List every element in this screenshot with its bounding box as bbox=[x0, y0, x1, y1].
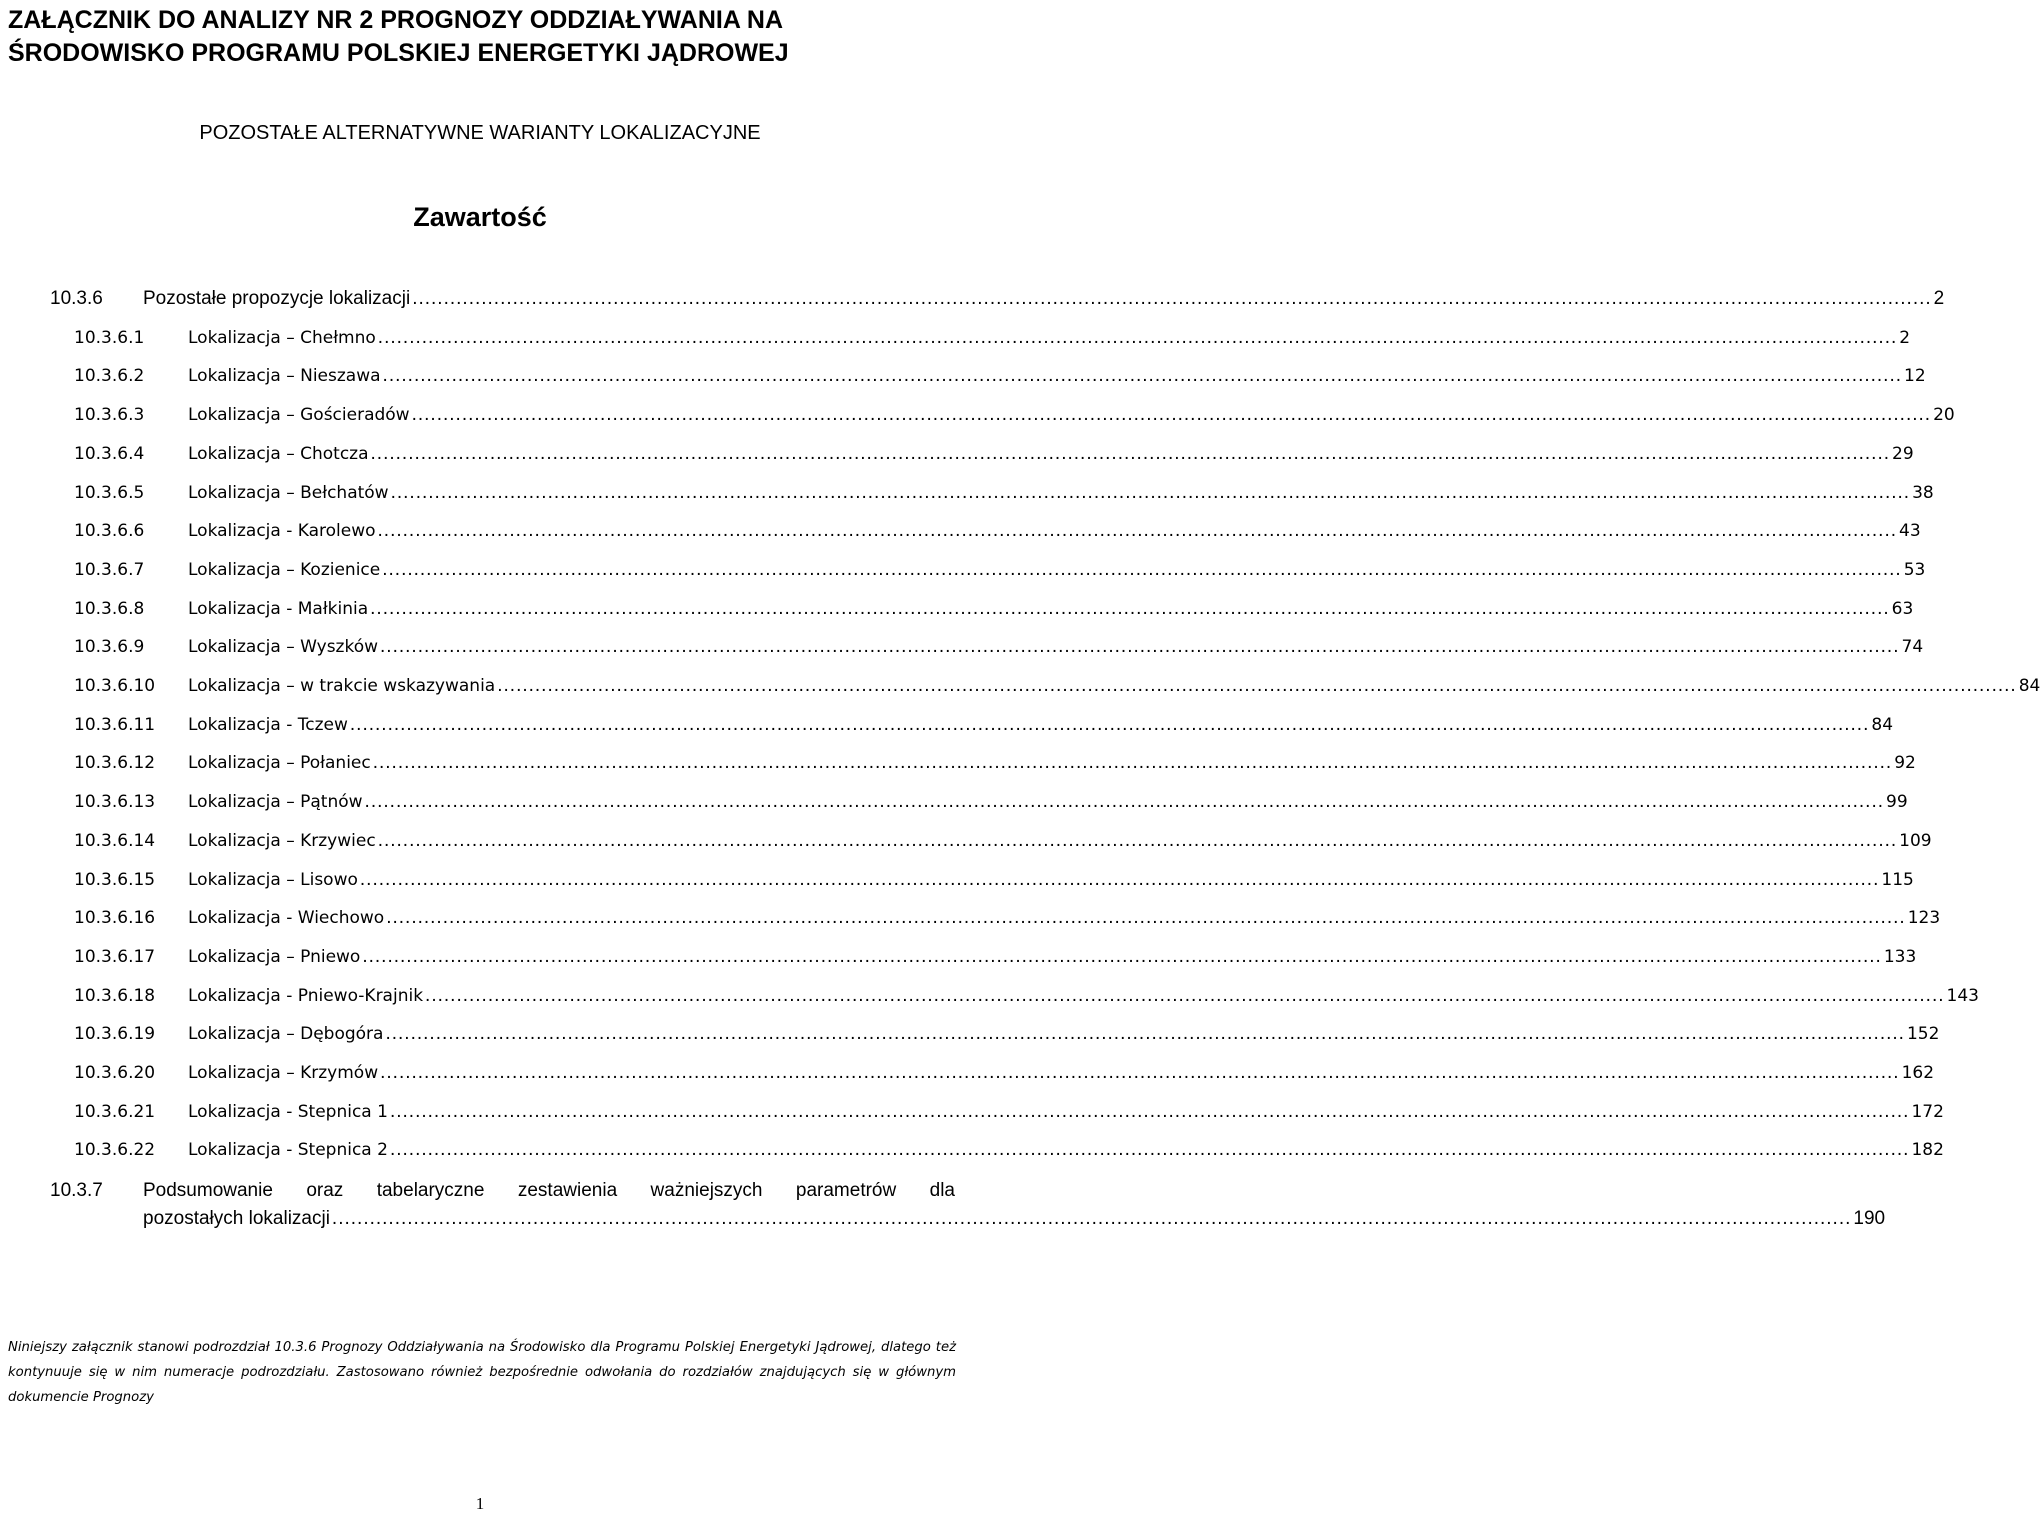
toc-entry-number: 10.3.6.22 bbox=[74, 1140, 156, 1161]
document-subtitle: POZOSTAŁE ALTERNATYWNE WARIANTY LOKALIZACYJNE bbox=[199, 122, 761, 144]
toc-entry-number: 10.3.6.17 bbox=[74, 946, 156, 967]
toc-entry[interactable] bbox=[0, 903, 1941, 933]
toc-entry[interactable] bbox=[0, 710, 1894, 740]
toc-entry-page: 115 bbox=[1881, 869, 1914, 890]
toc-entry[interactable] bbox=[0, 478, 1934, 508]
toc-summary-entry[interactable] bbox=[143, 1204, 1886, 1234]
toc-entry[interactable] bbox=[0, 981, 1979, 1011]
toc-summary-number: 10.3.7 bbox=[50, 1180, 103, 1201]
toc-entry-leader: .................................................................................................................................................................................................................................................. bbox=[386, 907, 1906, 929]
toc-summary-page: 190 bbox=[1853, 1208, 1886, 1229]
toc-entry-body bbox=[188, 710, 1894, 740]
toc-entry-body bbox=[188, 787, 1908, 817]
toc-entry-leader: .................................................................................................................................................................................................................................................. bbox=[389, 1100, 1910, 1122]
toc-entry-leader: .................................................................................................................................................................................................................................................. bbox=[349, 713, 1870, 735]
toc-entry-page: 84 bbox=[1871, 714, 1894, 735]
toc-entry-label: Pozostałe propozycje lokalizacji bbox=[143, 288, 411, 309]
toc-entry-page: 63 bbox=[1891, 598, 1914, 619]
toc-entry-number: 10.3.6.9 bbox=[74, 637, 145, 658]
toc-entry-number: 10.3.6.16 bbox=[74, 908, 156, 929]
toc-entry[interactable] bbox=[0, 1019, 1940, 1049]
toc-entry[interactable] bbox=[0, 323, 1911, 353]
toc-entry-page: 29 bbox=[1892, 443, 1914, 464]
toc-entry[interactable] bbox=[0, 1097, 1944, 1127]
toc-entry[interactable] bbox=[0, 748, 1916, 778]
toc-entry-leader: .................................................................................................................................................................................................................................................. bbox=[377, 326, 1898, 348]
toc-entry-leader: .................................................................................................................................................................................................................................................. bbox=[497, 675, 2017, 696]
toc-entry-number: 10.3.6.10 bbox=[74, 676, 156, 696]
toc-entry-number: 10.3.6.20 bbox=[74, 1063, 156, 1083]
toc-entry-number: 10.3.6 bbox=[50, 288, 103, 309]
toc-entry-page: 172 bbox=[1911, 1101, 1944, 1122]
toc-summary-leader: .................................................................................................................................................................................................................................................. bbox=[331, 1208, 1852, 1229]
toc-entry-label: Lokalizacja - Karolewo bbox=[188, 521, 376, 542]
toc-entry-body bbox=[188, 1097, 1944, 1127]
toc-entry-page: 109 bbox=[1899, 830, 1932, 851]
toc-entry-body bbox=[188, 516, 1921, 546]
toc-entry-page: 38 bbox=[1912, 482, 1934, 503]
toc-entry-label: Lokalizacja – Gościeradów bbox=[188, 405, 410, 426]
toc-entry-page: 2 bbox=[1899, 327, 1911, 348]
toc-entry-number: 10.3.6.6 bbox=[74, 521, 145, 542]
toc-entry-label: Lokalizacja – Krzymów bbox=[188, 1063, 379, 1083]
toc-entry[interactable] bbox=[0, 632, 1924, 662]
toc-entry-leader: .................................................................................................................................................................................................................................................. bbox=[382, 365, 1903, 387]
toc-summary-label-line2: pozostałych lokalizacji bbox=[143, 1208, 330, 1229]
toc-entry[interactable] bbox=[0, 284, 1945, 314]
toc-entry-body bbox=[188, 439, 1914, 469]
page-number: 1 bbox=[475, 1494, 485, 1513]
toc-entry-label: Lokalizacja - Stepnica 1 bbox=[188, 1101, 388, 1122]
toc-entry-label: Lokalizacja – Bełchatów bbox=[188, 482, 389, 503]
toc-entry-page: 123 bbox=[1907, 908, 1941, 929]
toc-entry-leader: .................................................................................................................................................................................................................................................. bbox=[411, 404, 1932, 426]
toc-entry-page: 143 bbox=[1946, 985, 1979, 1006]
toc-entry-label: Lokalizacja – Dębogóra bbox=[188, 1024, 384, 1045]
toc-entry-body bbox=[188, 1058, 1935, 1088]
document-title: ZAŁĄCZNIK DO ANALIZY NR 2 PROGNOZY ODDZIAŁYWANIA NA ŚRODOWISKO PROGRAMU POLSKIEJ ENERGETYKI JĄDROWEJ bbox=[8, 6, 789, 67]
toc-entry-body bbox=[188, 632, 1924, 662]
toc-entry-label: Lokalizacja - Małkinia bbox=[188, 598, 369, 619]
toc-entry[interactable] bbox=[0, 516, 1921, 546]
toc-entry-page: 162 bbox=[1901, 1063, 1935, 1083]
toc-entry-body bbox=[188, 671, 2040, 701]
toc-entry-leader: .................................................................................................................................................................................................................................................. bbox=[372, 752, 1893, 774]
toc-entry-number: 10.3.6.4 bbox=[74, 443, 145, 464]
toc-entry-page: 12 bbox=[1904, 366, 1926, 387]
annex-note: Niniejszy załącznik stanowi podrozdział 10.3.6 Prognozy Oddziaływania na Środowisko dla Programu Polskiej Energetyki Jądrowej, dlatego też kontynuuje się w nim numeracje podrozdziału. Zastosowano również bezpośrednie odwołania do rozdziałów znajdujących się w głównym dokumencie Prognozy bbox=[8, 1340, 956, 1405]
toc-entry-leader: .................................................................................................................................................................................................................................................. bbox=[382, 558, 1902, 580]
toc-summary-label-line1[interactable]: Podsumowanie oraz tabelaryczne zestawienia ważniejszych parametrów dla bbox=[143, 1180, 955, 1201]
toc-entry[interactable] bbox=[0, 671, 2040, 701]
toc-entry-body bbox=[188, 594, 1914, 624]
toc-entry-body bbox=[188, 555, 1926, 585]
toc-entry-label: Lokalizacja – w trakcie wskazywania bbox=[188, 676, 496, 696]
toc-entry-number: 10.3.6.15 bbox=[74, 869, 156, 890]
toc-entry-body bbox=[188, 981, 1979, 1011]
toc-entry-label: Lokalizacja - Pniewo-Krajnik bbox=[188, 985, 424, 1006]
toc-entry-number: 10.3.6.13 bbox=[74, 792, 156, 813]
toc-entry-label: Lokalizacja - Tczew bbox=[188, 714, 348, 735]
toc-entry-page: 53 bbox=[1903, 559, 1926, 580]
toc-entry-number: 10.3.6.18 bbox=[74, 985, 156, 1006]
toc-entry-page: 43 bbox=[1899, 521, 1921, 542]
toc-entry-label: Lokalizacja – Chełmno bbox=[188, 327, 376, 348]
toc-entry-body bbox=[188, 865, 1914, 895]
toc-entry-page: 133 bbox=[1883, 946, 1917, 967]
toc-heading: Zawartość bbox=[413, 202, 547, 232]
toc-entry-page: 20 bbox=[1933, 405, 1955, 426]
toc-entry-label: Lokalizacja – Krzywiec bbox=[188, 830, 376, 851]
toc-entry-number: 10.3.6.3 bbox=[74, 405, 145, 426]
toc-entry-number: 10.3.6.11 bbox=[74, 714, 156, 735]
toc-entry-body bbox=[143, 284, 1945, 314]
toc-entry-label: Lokalizacja – Połaniec bbox=[188, 753, 371, 774]
toc-entry-number: 10.3.6.8 bbox=[74, 598, 145, 619]
toc-entry[interactable] bbox=[0, 400, 1955, 430]
toc-entry-body bbox=[188, 478, 1934, 508]
toc-entry-label: Lokalizacja – Nieszawa bbox=[188, 366, 381, 387]
toc-entry[interactable] bbox=[0, 555, 1926, 585]
toc-entry-label: Lokalizacja – Pątnów bbox=[188, 792, 363, 813]
toc-entry-number: 10.3.6.12 bbox=[74, 753, 156, 774]
toc-entry-body bbox=[188, 826, 1932, 856]
toc-entry-leader: .................................................................................................................................................................................................................................................. bbox=[359, 868, 1880, 890]
toc-entry-page: 74 bbox=[1901, 637, 1924, 658]
toc-entry[interactable] bbox=[0, 787, 1908, 817]
toc-entry-number: 10.3.6.21 bbox=[74, 1101, 156, 1122]
toc-entry-leader: .................................................................................................................................................................................................................................................. bbox=[385, 1023, 1905, 1045]
toc-entry-body bbox=[188, 323, 1911, 353]
toc-entry-leader: .................................................................................................................................................................................................................................................. bbox=[377, 520, 1898, 542]
toc-entry-leader: .................................................................................................................................................................................................................................................. bbox=[412, 288, 1932, 309]
toc-entry-body bbox=[188, 1019, 1940, 1049]
toc-entry-label: Lokalizacja - Stepnica 2 bbox=[188, 1140, 388, 1161]
toc-entry[interactable] bbox=[0, 439, 1914, 469]
toc-entry-leader: .................................................................................................................................................................................................................................................. bbox=[380, 636, 1900, 658]
toc-entry-body bbox=[188, 1135, 1944, 1165]
toc-entry-leader: .................................................................................................................................................................................................................................................. bbox=[370, 442, 1891, 464]
toc-entry-label: Lokalizacja – Wyszków bbox=[188, 637, 379, 658]
toc-entry-page: 152 bbox=[1906, 1024, 1940, 1045]
toc-entry[interactable] bbox=[0, 942, 1917, 972]
toc-entry-page: 92 bbox=[1894, 753, 1916, 774]
toc-entry-number: 10.3.6.19 bbox=[74, 1024, 156, 1045]
toc-entry-label: Lokalizacja – Chotcza bbox=[188, 443, 369, 464]
toc-entry-page: 182 bbox=[1911, 1140, 1944, 1161]
toc-entry-leader: .................................................................................................................................................................................................................................................. bbox=[370, 597, 1890, 619]
toc-entry[interactable] bbox=[0, 865, 1914, 895]
toc-entry-label: Lokalizacja – Lisowo bbox=[188, 869, 358, 890]
toc-entry-page: 84 bbox=[2018, 676, 2040, 696]
toc-entry-label: Lokalizacja – Pniewo bbox=[188, 946, 361, 967]
toc-entry-number: 10.3.6.7 bbox=[74, 559, 145, 580]
toc-entry[interactable] bbox=[0, 361, 1926, 391]
toc-entry-number: 10.3.6.5 bbox=[74, 482, 145, 503]
toc-entry-body bbox=[188, 748, 1916, 778]
toc-entry-number: 10.3.6.14 bbox=[74, 830, 156, 851]
toc-entry-body bbox=[188, 903, 1941, 933]
toc-entry-leader: .................................................................................................................................................................................................................................................. bbox=[362, 945, 1882, 967]
toc-entry[interactable] bbox=[0, 826, 1932, 856]
toc-entry[interactable] bbox=[0, 1135, 1944, 1165]
toc-entry-label: Lokalizacja – Kozienice bbox=[188, 559, 381, 580]
toc-entry[interactable] bbox=[0, 1058, 1935, 1088]
toc-entry-leader: .................................................................................................................................................................................................................................................. bbox=[390, 481, 1911, 503]
toc-entry-page: 2 bbox=[1933, 288, 1945, 309]
toc-entry[interactable] bbox=[0, 594, 1914, 624]
toc-entry-body bbox=[188, 942, 1917, 972]
toc-entry-number: 10.3.6.2 bbox=[74, 366, 145, 387]
toc-entry-page: 99 bbox=[1886, 792, 1908, 813]
toc-entry-number: 10.3.6.1 bbox=[74, 327, 145, 348]
toc-entry-leader: .................................................................................................................................................................................................................................................. bbox=[364, 791, 1885, 813]
toc-entry-leader: .................................................................................................................................................................................................................................................. bbox=[377, 829, 1898, 851]
toc-entry-body bbox=[188, 361, 1926, 391]
toc-entry-leader: .................................................................................................................................................................................................................................................. bbox=[380, 1062, 1900, 1083]
toc-entry-leader: .................................................................................................................................................................................................................................................. bbox=[425, 984, 1945, 1006]
toc-entry-leader: .................................................................................................................................................................................................................................................. bbox=[389, 1139, 1910, 1161]
toc-entry-body bbox=[188, 400, 1955, 430]
toc-entry-label: Lokalizacja - Wiechowo bbox=[188, 908, 385, 929]
